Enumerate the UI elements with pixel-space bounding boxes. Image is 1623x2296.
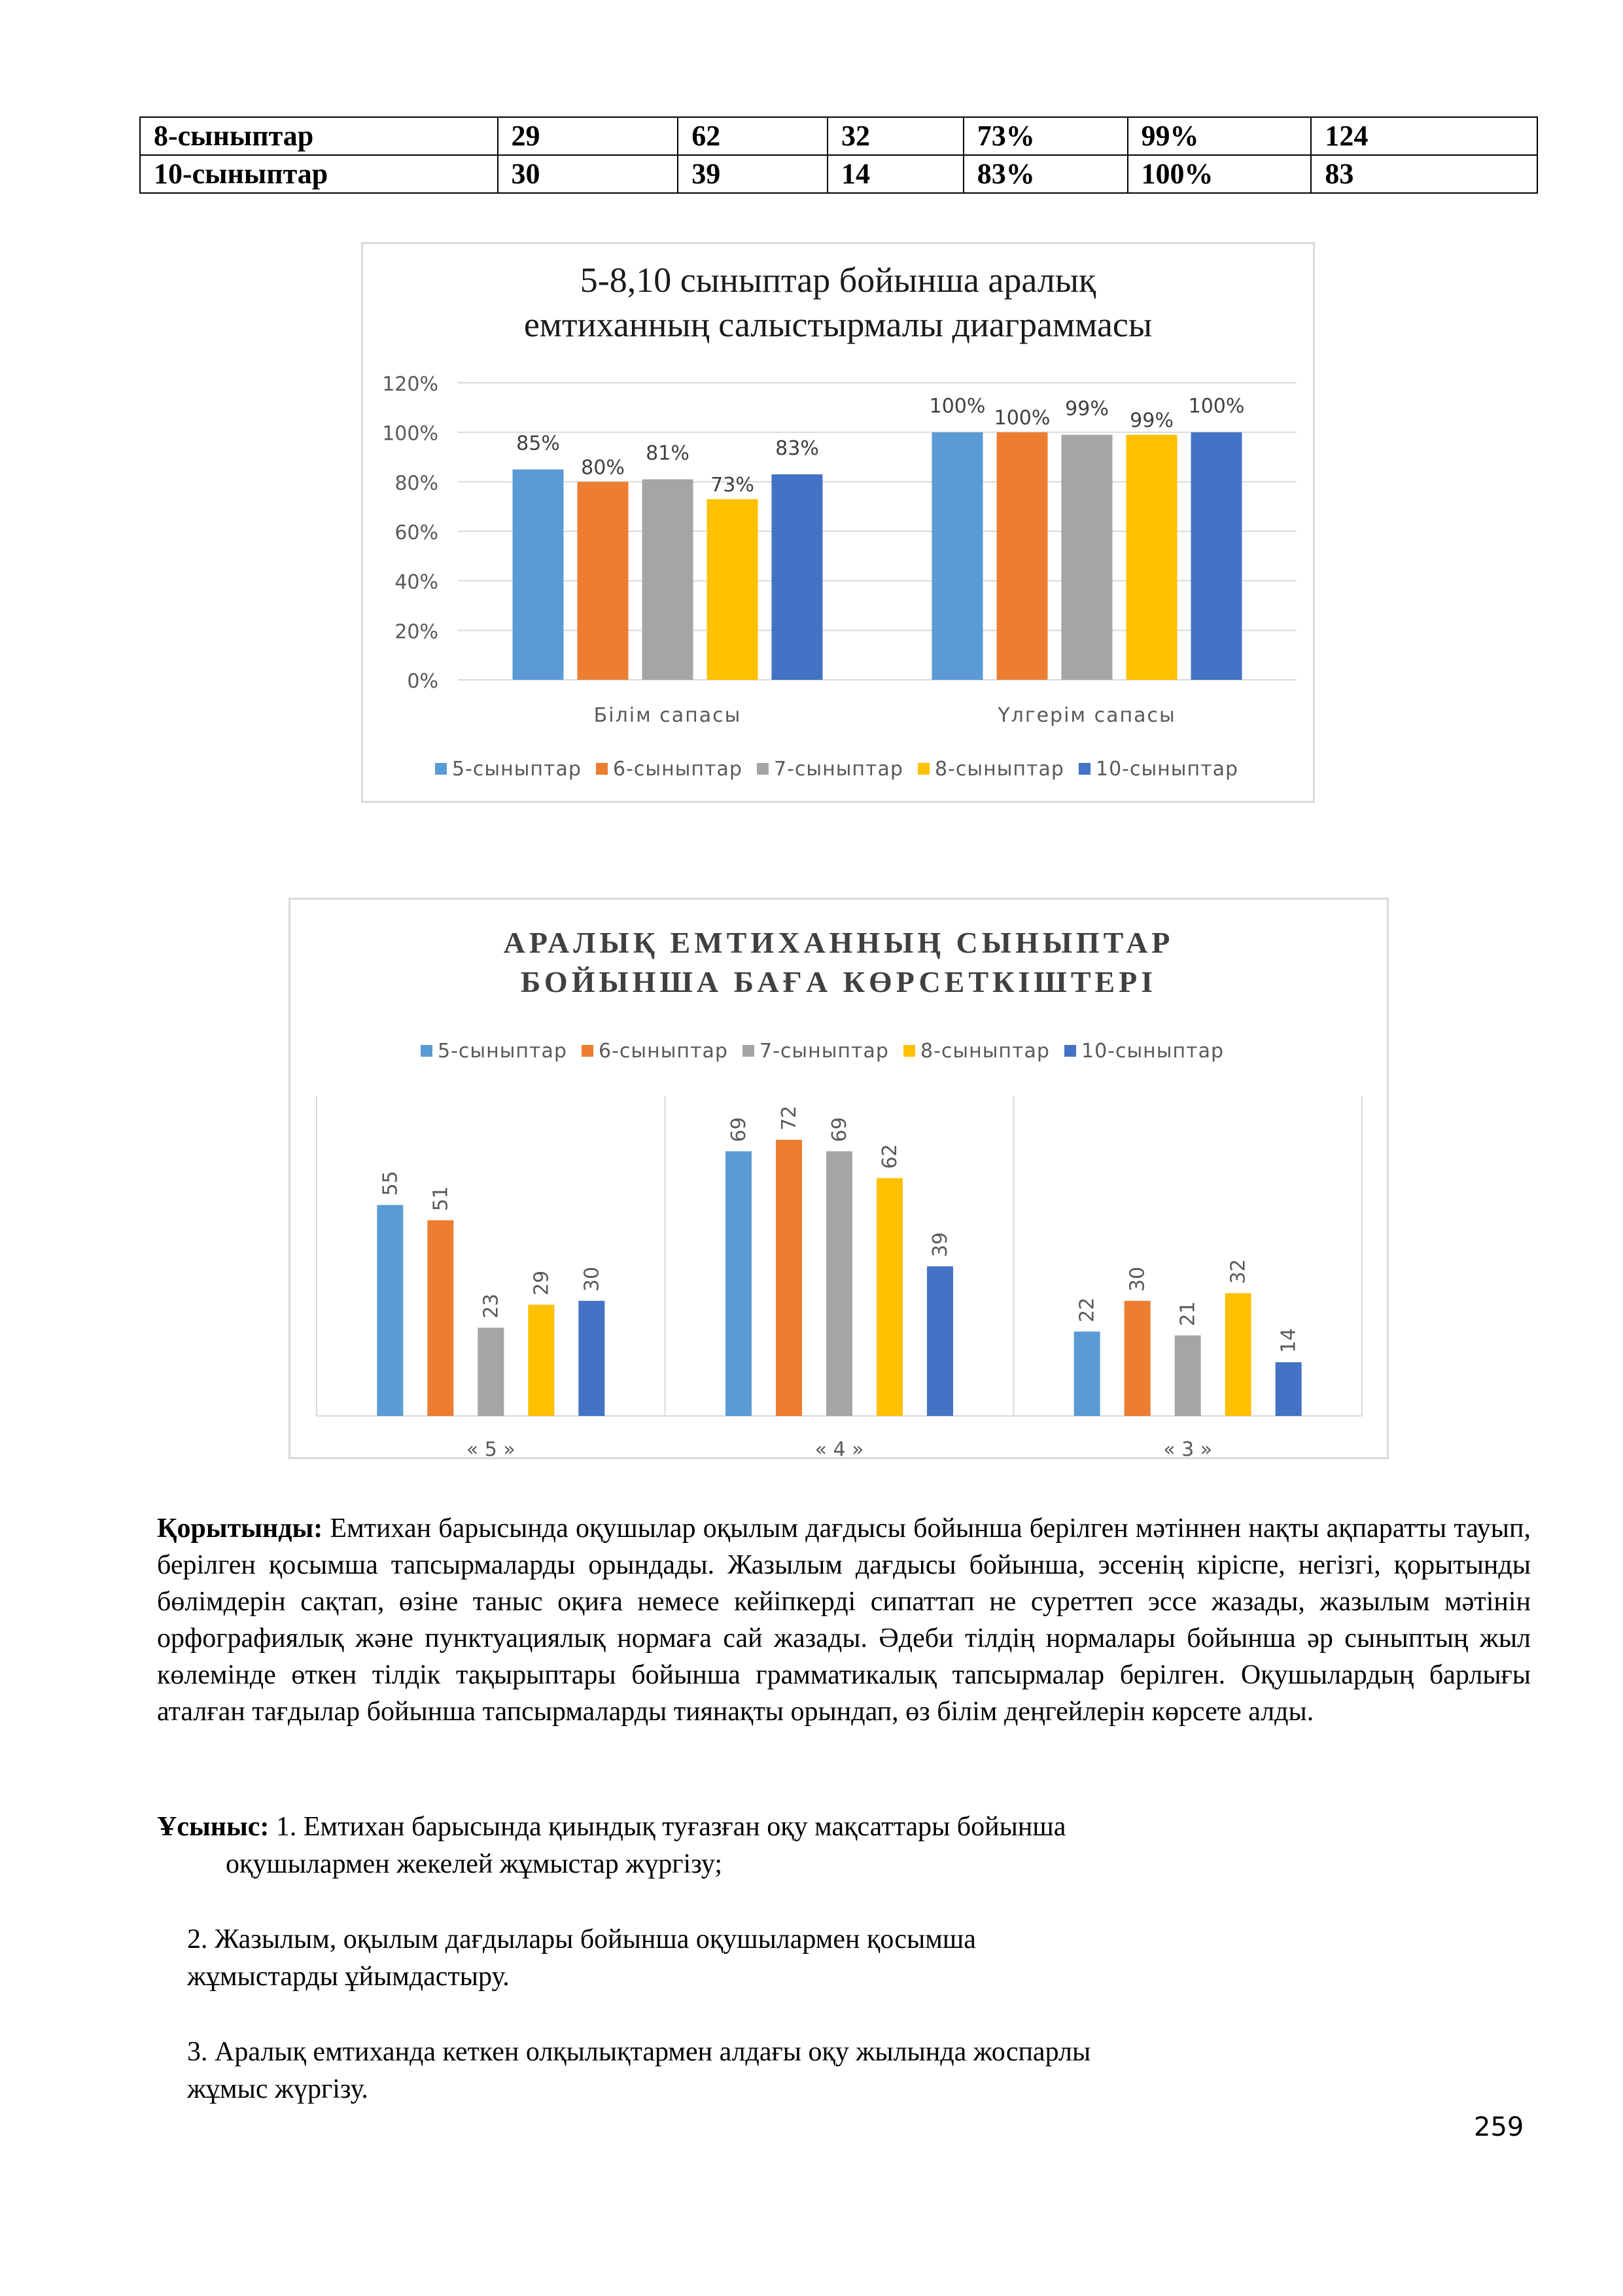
recommendation-label: Ұсыныс: [157,1812,270,1842]
data-label: 39 [929,1232,952,1258]
table-cell: 100% [1128,155,1312,193]
data-label: 69 [828,1117,851,1142]
data-label: 80% [581,456,625,480]
chart2-plot [290,900,1387,1457]
data-label: 62 [879,1144,901,1169]
data-label: 99% [1065,397,1109,421]
category-label: « 4 » [814,1438,864,1457]
page-number: 259 [1474,2112,1524,2142]
table-cell: 62 [678,117,828,155]
legend-swatch [903,1045,915,1057]
data-label: 81% [646,442,689,465]
bar [772,474,823,680]
y-tick-label: 20% [394,620,438,644]
legend-swatch [742,1045,754,1057]
legend-label: 10-сыныптар [1096,758,1238,781]
data-label: 100% [994,406,1051,430]
data-label: 51 [429,1186,453,1212]
data-label: 100% [929,395,986,418]
chart1-title-line1: 5-8,10 сыныптар бойынша аралық [580,260,1096,300]
category-label: « 5 » [466,1438,515,1457]
results-table [139,116,1538,194]
legend-label: 10-сыныптар [1081,1040,1224,1063]
category-label: Үлгерім сапасы [998,704,1176,727]
table-cell: 73% [964,117,1128,155]
data-label: 23 [480,1293,503,1319]
recommendation-item3-line1: 3. Аралық емтиханда кеткен олқылықтармен алдағы оқу жылында жоспарлы [187,2037,1091,2067]
bar [578,1301,604,1416]
legend-swatch [1079,763,1091,775]
y-tick-label: 0% [407,670,438,693]
table-cell: 30 [498,155,678,193]
legend-swatch [1064,1045,1076,1057]
data-label: 83% [775,436,819,460]
data-label: 99% [1130,409,1174,433]
bar [826,1151,852,1416]
recommendation-item1-line2: оқушылармен жекелей жұмыстар жүргізу; [226,1849,723,1879]
bar [932,433,983,680]
data-label: 55 [379,1171,402,1196]
chart2-title-line1: АРАЛЫҚ ЕМТИХАННЫҢ СЫНЫПТАР [503,926,1174,959]
legend-label: 6-сыныптар [613,758,742,781]
legend-label: 6-сыныптар [599,1040,728,1063]
bar [1276,1362,1302,1416]
bar [927,1266,953,1416]
legend-swatch [421,1045,432,1057]
table-row [140,117,1537,155]
grade-indicators-chart [288,898,1389,1459]
table-cell: 83 [1311,155,1537,193]
table-cell: 99% [1128,117,1312,155]
legend-label: 8-сыныптар [920,1040,1050,1063]
conclusion-text: Емтихан барысында оқушылар оқылым дағдысы бойынша берілген мәтіннен нақты ақпаратты тауып, берілген қосымша тапсырмаларды орындады. Жазылым дағдысы бойынша, эссенің кіріспе, негізгі, қорытынды бөлімдерін сақтап, өзіне таныс оқиға немесе кейіпкерді сипаттап не суреттеп эссе жазады, жазылым мәтінін орфографиялық және пунктуациялық нормаға сай жазады. Әдеби тілдің нормалары бойынша әр сыныптың жыл көлемінде өткен тілдік тақырыптары бойынша грамматикалық тапсырмалар берілген. Оқушылардың барлығы аталған тағдылар бойынша тапсырмаларды тиянақты орындап, өз білім деңгейлерін көрсете алды. [157,1513,1531,1727]
legend-swatch [435,763,447,775]
data-label: 72 [778,1105,801,1131]
bar [528,1305,554,1416]
data-label: 73% [710,473,754,497]
data-label: 22 [1075,1297,1099,1323]
data-label: 29 [530,1270,553,1296]
data-label: 14 [1277,1328,1300,1353]
y-tick-label: 40% [394,571,438,594]
bar [1175,1335,1201,1416]
data-label: 85% [516,432,560,455]
category-label: Білім сапасы [593,704,742,727]
legend-label: 5-сыныптар [452,758,582,781]
data-label: 32 [1227,1259,1250,1284]
recommendation-item3-line2: жұмыс жүргізу. [187,2074,368,2104]
bar [1191,433,1242,680]
bar [377,1205,403,1416]
bar [776,1140,802,1416]
chart1-title-line2: емтиханның салыстырмалы диаграммасы [523,305,1153,344]
bar [1074,1332,1100,1416]
data-label: 30 [580,1266,604,1292]
category-label: « 3 » [1163,1438,1213,1457]
legend-label: 8-сыныптар [935,758,1064,781]
table-cell: 29 [498,117,678,155]
data-label: 100% [1188,395,1245,418]
conclusion-paragraph [157,1510,1531,1730]
legend-swatch [757,763,769,775]
bar [478,1328,504,1416]
bar [1062,434,1113,680]
bar [877,1178,903,1416]
table-cell: 32 [828,117,964,155]
recommendation-item2-line2: жұмыстарды ұйымдастыру. [187,1962,510,1992]
table-cell: 39 [678,155,828,193]
bar [1225,1293,1251,1416]
bar [578,482,629,680]
data-label: 30 [1126,1266,1149,1292]
table-cell: 10-сыныптар [140,155,498,193]
table-cell: 124 [1311,117,1537,155]
bar [427,1220,453,1416]
legend-swatch [596,763,608,775]
table-cell: 83% [964,155,1128,193]
bar [513,469,564,680]
data-label: 21 [1176,1301,1200,1326]
table-cell: 8-сыныптар [140,117,498,155]
conclusion-label: Қорытынды: [157,1513,323,1544]
bar [997,433,1048,680]
table-cell: 14 [828,155,964,193]
recommendation-line1 [157,1809,1066,1845]
bar [642,480,693,680]
quality-comparison-chart [361,242,1315,803]
legend-swatch [918,763,930,775]
y-tick-label: 100% [382,422,438,446]
y-tick-label: 60% [394,521,438,544]
recommendation-item2-line1: 2. Жазылым, оқылым дағдылары бойынша оқушылармен қосымша [187,1924,976,1954]
recommendation-item1-line1: 1. Емтихан барысында қиындық туғазған оқу мақсаттары бойынша [269,1812,1066,1842]
data-label: 69 [727,1117,750,1142]
y-tick-label: 120% [382,373,438,396]
legend-label: 7-сыныптар [759,1040,889,1063]
y-tick-label: 80% [394,472,438,495]
chart2-title-line2: БОЙЫНША БАҒА КӨРСЕТКІШТЕРІ [520,965,1157,998]
bar [707,499,758,680]
chart1-plot [363,244,1313,801]
bar [1125,1301,1151,1416]
legend-label: 5-сыныптар [438,1040,567,1063]
table-row [140,155,1537,193]
legend-swatch [582,1045,593,1057]
bar [1126,434,1178,680]
bar [725,1151,752,1416]
legend-label: 7-сыныптар [774,758,903,781]
